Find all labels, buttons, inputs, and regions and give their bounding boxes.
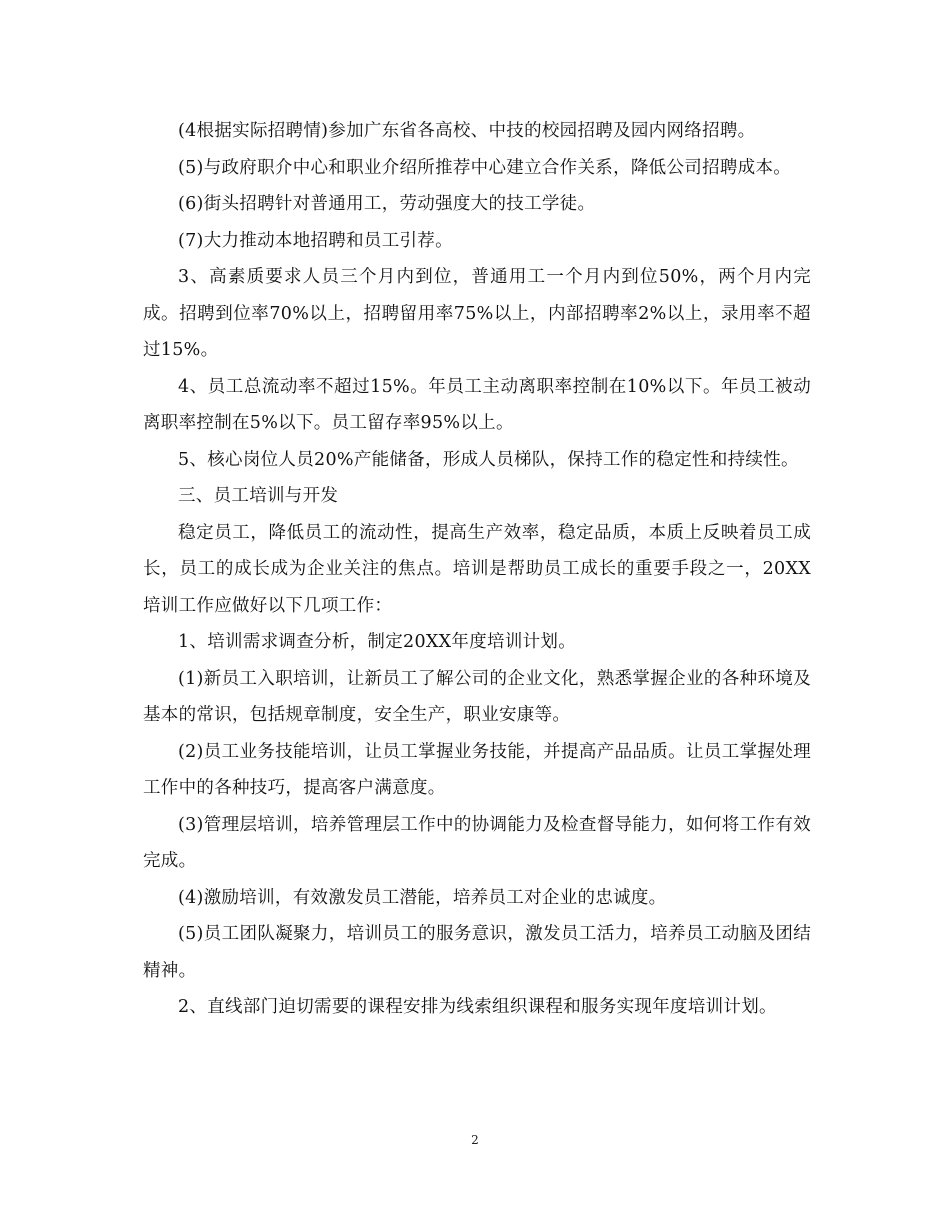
paragraph: (3)管理层培训，培养管理层工作中的协调能力及检查督导能力，如何将工作有效完成。: [143, 814, 811, 871]
section-heading: 三、员工培训与开发: [178, 486, 339, 506]
paragraph: (5)与政府职介中心和职业介绍所推荐中心建立合作关系，降低公司招聘成本。: [178, 157, 792, 178]
paragraph: 稳定员工，降低员工的流动性，提高生产效率，稳定品质，本质上反映着员工成长，员工的成长成为企业关注的焦点。培训是帮助员工成长的重要手段之一，20XX培训工作应做好以下几项工作：: [143, 522, 811, 616]
paragraph: (5)员工团队凝聚力，培训员工的服务意识，激发员工活力，培养员工动脑及团结精神。: [143, 924, 811, 981]
paragraph: (1)新员工入职培训，让新员工了解公司的企业文化，熟悉掌握企业的各种环境及基本的常识，包括规章制度，安全生产，职业安康等。: [143, 668, 811, 725]
paragraph: 1、培训需求调查分析，制定20XX年度培训计划。: [178, 632, 577, 652]
paragraph: (6)街头招聘针对普通用工，劳动强度大的技工学徒。: [178, 194, 596, 214]
document-body: [143, 113, 811, 1026]
paragraph: (4根据实际招聘情)参加广东省各高校、中技的校园招聘及园内网络招聘。: [178, 121, 756, 141]
paragraph: (4)激励培训，有效激发员工潜能，培养员工对企业的忠诚度。: [178, 887, 667, 908]
paragraph: 5、核心岗位人员20%产能储备，形成人员梯队，保持工作的稳定性和持续性。: [178, 449, 799, 470]
paragraph: (2)员工业务技能培训，让员工掌握业务技能，并提高产品品质。让员工掌握处理工作中的各种技巧，提高客户满意度。: [143, 741, 811, 798]
paragraph: 4、员工总流动率不超过15%。年员工主动离职率控制在10%以下。年员工被动离职率控制在5%以下。员工留存率95%以上。: [143, 376, 811, 433]
paragraph: 3、高素质要求人员三个月内到位，普通用工一个月内到位50%，两个月内完成。招聘到位率70%以上，招聘留用率75%以上，内部招聘率2%以上，录用率不超过15%。: [143, 267, 811, 360]
paragraph: 2、直线部门迫切需要的课程安排为线索组织课程和服务实现年度培训计划。: [178, 997, 777, 1017]
page-number: 2: [471, 1133, 479, 1147]
paragraph: (7)大力推动本地招聘和员工引荐。: [178, 230, 453, 251]
